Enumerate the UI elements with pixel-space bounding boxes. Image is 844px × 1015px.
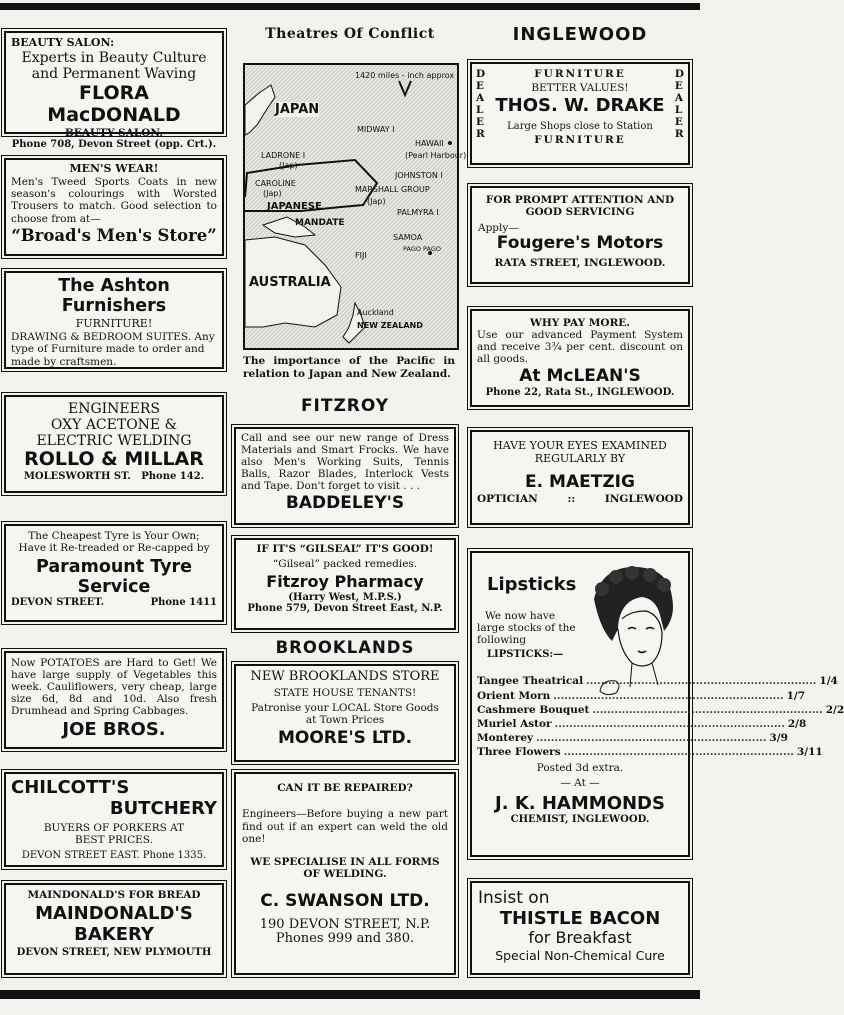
- beauty-line4: BEAUTY SALON.: [65, 126, 163, 139]
- moores-line1: NEW BROOKLANDS STORE: [250, 669, 440, 684]
- fougere-line3: Apply—: [478, 222, 519, 235]
- map-hawaii: HAWAII: [415, 139, 444, 148]
- pharmacy-line3: (Harry West, M.P.S.): [288, 591, 402, 603]
- hammonds-name: J. K. HAMMONDS: [495, 792, 665, 814]
- drake-left-3: L: [476, 104, 484, 117]
- fitzroy-heading: FITZROY: [300, 396, 390, 416]
- broads-body: Men's Tweed Sports Coats in new season's colourings with Worsted Trousers to match. Good selection to choose from at—: [11, 175, 217, 225]
- drake-left-4: E: [476, 116, 485, 129]
- beauty-line2: Experts in Beauty Culture: [21, 49, 207, 66]
- theatres-title: Theatres Of Conflict: [265, 26, 435, 42]
- fougeres-motors-ad: [470, 186, 690, 284]
- drake-right-4: E: [674, 116, 683, 129]
- maindonald-name2: BAKERY: [74, 923, 154, 945]
- map-caption: The importance of the Pacific in relation to Japan and New Zealand.: [243, 355, 455, 381]
- swanson-body: Engineers—Before buying a new part find out if an expert can weld the old one!: [242, 808, 448, 846]
- rollo-line1: ENGINEERS: [67, 401, 160, 417]
- thistle-bacon-ad: [470, 881, 690, 975]
- leader-dots: [592, 703, 822, 717]
- map-jap3: (Jap): [367, 197, 386, 206]
- map-jap1: (Jap): [279, 161, 298, 170]
- lipsticks-title: Lipsticks: [487, 574, 577, 595]
- swanson-line4: Phones 999 and 380.: [275, 931, 415, 947]
- rollo-phone: Phone 142.: [141, 471, 205, 483]
- moores-line3: Patronise your LOCAL Store Goods: [251, 702, 439, 714]
- ashton-furnishers-ad: [4, 271, 224, 369]
- chilcott-name1: CHILCOTT'S: [11, 777, 130, 798]
- map-pago: PAGO PAGO: [403, 245, 442, 253]
- paramount-name1: Paramount Tyre: [35, 557, 192, 578]
- map-marshall: MARSHALL GROUP: [355, 185, 430, 194]
- maetzig-optician-ad: [470, 430, 690, 525]
- drake-line1: FURNITURE: [534, 68, 626, 80]
- leader-dots: [536, 731, 766, 745]
- lipstick-item: [477, 731, 788, 745]
- drake-line4: FURNITURE: [534, 134, 626, 147]
- joe-body: Now POTATOES are Hard to Get! We have large supply of Vegetables this week. Cauliflowers, very cheap, large size 6d, 8d and 10d. Also fresh Drumhead and Spring Cabbages.: [11, 657, 217, 718]
- drake-left-2: A: [476, 92, 485, 105]
- pharmacy-line1: IF IT'S “GILSEAL” IT'S GOOD!: [256, 543, 434, 555]
- hammonds-lipsticks-ad: [470, 551, 844, 857]
- ashton-name: The Ashton Furnishers: [58, 276, 170, 317]
- lipsticks-at: — At —: [560, 777, 600, 790]
- map-japan: JAPAN: [275, 102, 320, 117]
- broads-mens-store-ad: [4, 158, 224, 256]
- thistle-line2: for Breakfast: [528, 928, 632, 948]
- rollo-address: MOLESWORTH ST.: [23, 471, 131, 483]
- drake-left-0: D: [476, 68, 486, 80]
- drake-left-1: E: [476, 80, 485, 93]
- maetzig-name: E. MAETZIG: [525, 472, 635, 493]
- mclean-line1: WHY PAY MORE.: [530, 317, 630, 329]
- fougere-line1: FOR PROMPT ATTENTION AND: [485, 194, 675, 206]
- lipstick-price: 1/7: [786, 689, 806, 702]
- joe-bros-ad: [4, 651, 224, 749]
- drake-name: THOS. W. DRAKE: [495, 95, 665, 117]
- lipstick-name: Cashmere Bouquet: [477, 703, 590, 716]
- drake-right-2: A: [674, 92, 684, 105]
- lipstick-price: 2/8: [787, 717, 807, 730]
- map-midway: MIDWAY I: [357, 125, 395, 134]
- drake-left-5: R: [476, 128, 485, 141]
- broads-name: “Broad's Men's Store”: [11, 226, 217, 246]
- maetzig-line2: REGULARLY BY: [534, 451, 626, 465]
- beauty-name: FLORA MacDONALD: [47, 81, 181, 126]
- joe-name: JOE BROS.: [62, 719, 166, 741]
- map-palmyra: PALMYRA I: [397, 208, 439, 217]
- hawaii-dot: [448, 141, 452, 145]
- chilcott-name2: BUTCHERY: [109, 797, 217, 819]
- map-pearl: (Pearl Harbour): [405, 151, 467, 160]
- swanson-name: C. SWANSON LTD.: [260, 890, 430, 911]
- top-rule: [0, 3, 700, 10]
- lipstick-name: Monterey: [477, 732, 534, 745]
- paramount-contact: [11, 597, 217, 608]
- drake-right-dealer: [675, 68, 684, 140]
- lipstick-price: 3/9: [769, 732, 788, 745]
- map-johnston: JOHNSTON I: [395, 171, 443, 180]
- brooklands-heading: BROOKLANDS: [275, 638, 415, 657]
- paramount-line2: Have it Re-treaded or Re-capped by: [18, 542, 210, 555]
- paramount-line1: The Cheapest Tyre is Your Own;: [28, 530, 200, 542]
- chilcott-line1: BUYERS OF PORKERS AT: [43, 822, 185, 835]
- lipstick-price: 3/11: [796, 746, 823, 759]
- fougere-line4: RATA STREET, INGLEWOOD.: [494, 256, 666, 269]
- mclean-body: Use our advanced Payment System and receive 3¾ per cent. discount on all goods.: [477, 329, 683, 366]
- pharmacy-name: Fitzroy Pharmacy: [266, 572, 424, 592]
- ashton-sub: FURNITURE!: [75, 317, 153, 331]
- thistle-line1: Insist on: [478, 888, 550, 908]
- lipsticks-posted: Posted 3d extra.: [536, 762, 624, 775]
- thos-drake-ad: [470, 62, 690, 165]
- lipstick-name: Orient Morn: [477, 689, 551, 702]
- woman-portrait-illustration: [572, 559, 682, 699]
- baddeley-name: BADDELEY'S: [285, 493, 405, 514]
- hammonds-sub: CHEMIST, INGLEWOOD.: [510, 814, 650, 826]
- rollo-contact: [11, 471, 217, 482]
- map-samoa: SAMOA: [393, 233, 423, 242]
- bottom-rule: [0, 990, 700, 999]
- drake-line2: BETTER VALUES!: [531, 82, 629, 95]
- maindonald-line1: MAINDONALD'S FOR BREAD: [27, 889, 201, 901]
- pharmacy-line4: Phone 579, Devon Street East, N.P.: [247, 603, 443, 615]
- drake-left-dealer: [476, 68, 485, 140]
- leader-dots: [564, 745, 794, 759]
- map-fiji: FIJI: [355, 251, 367, 260]
- baddeleys-ad: [234, 427, 456, 525]
- moores-line4: at Town Prices: [305, 714, 385, 727]
- lipstick-name: Three Flowers: [477, 746, 561, 759]
- maetzig-sep: ::: [567, 492, 576, 505]
- maetzig-footer: [477, 493, 683, 505]
- mclean-line2: Phone 22, Rata St., INGLEWOOD.: [485, 386, 675, 398]
- pharmacy-line2: “Gilseal” packed remedies.: [272, 558, 418, 571]
- fougere-name: Fougere's Motors: [496, 233, 664, 254]
- map-scale: 1420 miles - inch approx: [355, 71, 455, 80]
- rollo-line2: OXY ACETONE &: [50, 417, 178, 434]
- drake-right-3: L: [674, 104, 683, 117]
- lipsticks-line4: LIPSTICKS:—: [487, 648, 564, 660]
- fitzroy-pharmacy-ad: [234, 538, 456, 630]
- lipstick-item: [477, 745, 823, 759]
- drake-right-0: D: [674, 68, 684, 80]
- drake-right-1: E: [674, 80, 683, 93]
- map-japanese: JAPANESE: [267, 201, 322, 212]
- swanson-ltd-ad: [234, 772, 456, 975]
- moores-line2: STATE HOUSE TENANTS!: [273, 686, 417, 699]
- maindonald-name1: MAINDONALD'S: [35, 903, 193, 925]
- fougere-line2: GOOD SERVICING: [525, 206, 635, 219]
- swanson-line2: WE SPECIALISE IN ALL FORMS OF WELDING.: [250, 855, 440, 880]
- rollo-name: ROLLO & MILLAR: [24, 448, 204, 471]
- beauty-salon-ad: [4, 31, 224, 150]
- map-ladrone: LADRONE I: [261, 151, 306, 160]
- beauty-line3: and Permanent Waving: [31, 65, 197, 82]
- map-nz: NEW ZEALAND: [357, 321, 423, 330]
- drake-right-5: R: [674, 128, 684, 141]
- lipstick-price: 2/2: [825, 703, 844, 716]
- lipstick-item: [477, 703, 844, 717]
- inglewood-heading: INGLEWOOD: [512, 24, 648, 45]
- ashton-body: DRAWING & BEDROOM SUITES. Any type of Furniture made to order and made by craftsmen.: [11, 330, 215, 369]
- chilcott-address: DEVON STREET EAST. Phone 1335.: [21, 849, 207, 861]
- lipstick-price: 1/4: [819, 675, 838, 688]
- swanson-line1: CAN IT BE REPAIRED?: [277, 782, 413, 794]
- map-caroline: CAROLINE: [255, 179, 296, 188]
- lipsticks-line1: We now have: [485, 609, 556, 622]
- maetzig-left: OPTICIAN: [477, 492, 538, 505]
- lipsticks-line3: following: [477, 633, 527, 646]
- map-jap2: (Jap): [263, 189, 282, 198]
- rollo-millar-ad: [4, 395, 224, 493]
- paramount-name2: Service: [77, 577, 151, 598]
- maindonald-address: DEVON STREET, NEW PLYMOUTH: [16, 947, 212, 959]
- moores-ltd-ad: [234, 664, 456, 762]
- rollo-line3: ELECTRIC WELDING: [36, 433, 192, 450]
- pacific-map: [243, 63, 467, 350]
- chilcott-line2: BEST PRICES.: [75, 834, 153, 847]
- maetzig-right: INGLEWOOD: [604, 492, 683, 505]
- beauty-line1: BEAUTY SALON:: [11, 36, 115, 49]
- paramount-address: DEVON STREET.: [11, 597, 105, 609]
- mclean-name: At McLEAN'S: [519, 366, 641, 387]
- map-australia: AUSTRALIA: [249, 275, 331, 290]
- lipstick-name: Tangee Theatrical: [477, 675, 584, 688]
- paramount-phone: Phone 1411: [150, 597, 217, 609]
- beauty-line5: Phone 708, Devon Street (opp. Crt.).: [11, 138, 217, 150]
- broads-head: MEN'S WEAR!: [69, 162, 159, 175]
- swanson-line3: 190 DEVON STREET, N.P.: [259, 916, 431, 932]
- leader-dots: [555, 717, 785, 731]
- thistle-name: THISTLE BACON: [499, 907, 661, 929]
- moores-name: MOORE'S LTD.: [277, 728, 413, 749]
- baddeley-body: Call and see our new range of Dress Materials and Smart Frocks. We have also Men's Working Suits, Tennis Balls, Razor Blades, Interlock Vests and Tape. Don't forget to visit . . .: [241, 432, 449, 493]
- drake-line3: Large Shops close to Station: [507, 120, 653, 132]
- thistle-line3: Special Non-Chemical Cure: [495, 947, 665, 963]
- paramount-tyre-ad: [4, 524, 224, 622]
- lipstick-item: [477, 717, 807, 731]
- chilcotts-butchery-ad: [4, 772, 224, 867]
- map-auckland: Auckland: [357, 308, 394, 317]
- map-mandate: MANDATE: [295, 218, 345, 228]
- maindonalds-bakery-ad: [4, 883, 224, 975]
- lipstick-name: Muriel Astor: [477, 717, 552, 730]
- mcleans-ad: [470, 309, 690, 407]
- maetzig-line1: HAVE YOUR EYES EXAMINED: [493, 439, 667, 452]
- lipsticks-line2: large stocks of the: [477, 621, 576, 634]
